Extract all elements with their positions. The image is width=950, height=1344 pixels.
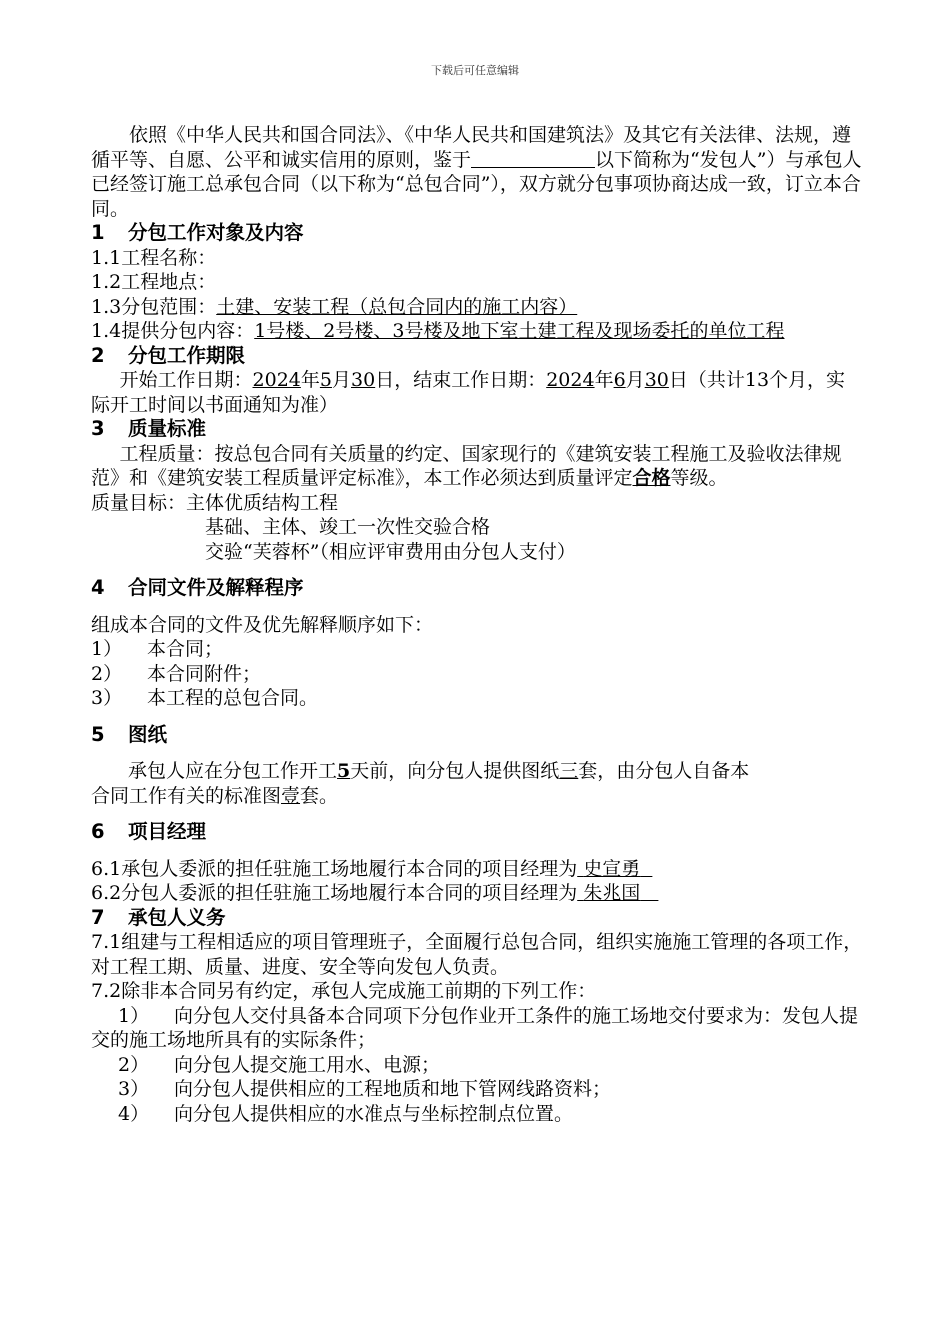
item-1-4: [91, 319, 863, 344]
goal-text: 主体优质结构工程: [186, 491, 339, 514]
quality-goal-1: [91, 491, 863, 516]
document-body: [91, 123, 863, 1126]
section-4-heading: [91, 576, 863, 601]
drawings-text: 套。: [300, 784, 339, 807]
item-value: 土建、安装工程（总包合同内的施工内容）: [216, 295, 578, 318]
start-year: 2024: [252, 369, 301, 391]
quality-paragraph: [91, 442, 863, 491]
intro-paragraph: [91, 123, 863, 221]
list-text: 向分包人提供相应的水准点与坐标控制点位置。: [174, 1102, 574, 1125]
item-label: 1.4提供分包内容：: [91, 320, 255, 342]
list-item: [91, 1053, 863, 1078]
section-3-heading: [91, 417, 863, 442]
work-period-paragraph: [91, 368, 863, 417]
section-title: 分包工作期限: [128, 343, 246, 367]
list-text: 向分包人提供相应的工程地质和地下管网线路资料；: [174, 1078, 612, 1100]
item-1-3: [91, 295, 863, 320]
section-title: 合同文件及解释程序: [128, 576, 304, 599]
list-number: 1）: [91, 638, 123, 660]
year-char: 年: [594, 369, 614, 391]
list-item: [91, 1102, 863, 1127]
section-number: 1: [91, 221, 105, 244]
item-label: 1.3分包范围：: [91, 295, 217, 318]
list-text: 本合同；: [147, 638, 224, 660]
section-number: 7: [91, 905, 105, 929]
item-1-1: 1.1工程名称：: [91, 246, 217, 269]
goal-label: 质量目标：: [91, 491, 187, 514]
quality-goal-2: 基础、主体、竣工一次性交验合格: [205, 516, 491, 538]
section-5-heading: [91, 723, 863, 748]
drawings-text: 承包人应在分包工作开工: [128, 760, 338, 782]
standard-drawings-sets: 壹: [281, 784, 301, 807]
drawings-sets: 三: [559, 760, 579, 782]
list-text: 向分包人提交施工用水、电源；: [174, 1053, 441, 1076]
list-item: [91, 686, 863, 711]
end-label: 日，结束工作日期：: [375, 369, 547, 391]
drawings-text: 合同工作有关的标准图: [91, 784, 282, 807]
section-title: 分包工作对象及内容: [128, 221, 304, 244]
intro-text-part2: 以下简称为“发包人”）与承包人已经签订施工总承包合同（以下称为“总包合同”），双方就分包事项协商达成一致，订立本合同。: [91, 148, 862, 220]
start-day: 30: [351, 369, 376, 391]
contract-docs-intro: 组成本合同的文件及优先解释顺序如下：: [91, 613, 434, 636]
end-day: 30: [644, 369, 669, 391]
contractor-manager-name: 史宣勇: [583, 857, 641, 880]
page-header: 下载后可任意编辑: [431, 64, 519, 77]
item-6-2: [91, 881, 863, 906]
list-item: [91, 637, 863, 662]
month-char: 月: [625, 369, 645, 391]
subcontractor-manager-name: 朱兆国: [583, 882, 641, 904]
item-6-1: [91, 857, 863, 882]
section-2-heading: [91, 344, 863, 369]
period-tail: 日（共计13个月，实际开工时间以书面通知为准）: [91, 369, 846, 416]
section-number: 2: [91, 343, 105, 367]
month-char: 月: [331, 369, 351, 391]
list-number: 4）: [118, 1102, 150, 1125]
item-1-2: 1.2工程地点：: [91, 271, 217, 293]
item-7-2: 7.2除非本合同另有约定，承包人完成施工前期的下列工作：: [91, 980, 597, 1002]
item-value: 1号楼、2号楼、3号楼及地下室土建工程及现场委托的单位工程: [254, 320, 785, 342]
quality-grade: 合格: [632, 467, 671, 489]
list-text: 本合同附件；: [147, 662, 262, 685]
drawings-paragraph: [91, 759, 863, 784]
section-7-heading: [91, 906, 863, 931]
section-title: 承包人义务: [128, 905, 226, 929]
start-month: 5: [319, 369, 332, 391]
intro-text-part1: 依照《中华人民共和国合同法》、《中华人民共和国建筑法》及其它有关法律、法规，遵循平等、自愿、公平和诚实信用的原则，鉴于: [91, 124, 852, 171]
list-number: 3）: [91, 687, 123, 709]
manager-label: 6.1承包人委派的担任驻施工场地履行本合同的项目经理为: [91, 857, 578, 880]
list-item: [91, 1077, 863, 1102]
section-title: 项目经理: [128, 820, 207, 843]
start-label: 开始工作日期：: [119, 369, 253, 391]
section-number: 3: [91, 417, 105, 440]
quality-text: 工程质量：按总包合同有关质量的约定、国家现行的《建筑安装工程施工及验收法律规范》和《建筑安装工程质量评定标准》，本工作必须达到质量评定: [91, 442, 842, 489]
quality-goal-3: 交验“芙蓉杯”（相应评审费用由分包人支付）: [205, 540, 576, 563]
item-7-1: 7.1组建与工程相适应的项目管理班子，全面履行总包合同，组织实施施工管理的各项工作，对工程工期、质量、进度、安全等向发包人负责。: [91, 931, 863, 978]
section-1-heading: [91, 221, 863, 246]
end-year: 2024: [546, 369, 595, 391]
manager-label: 6.2分包人委派的担任驻施工场地履行本合同的项目经理为: [91, 882, 578, 904]
drawings-text: 天前，向分包人提供图纸: [350, 760, 560, 782]
list-number: 3）: [118, 1078, 150, 1100]
list-number: 2）: [91, 662, 123, 685]
section-number: 4: [91, 576, 105, 599]
list-number: 2）: [118, 1053, 150, 1076]
quality-text-end: 等级。: [670, 467, 728, 489]
employer-name-blank: [471, 149, 595, 168]
list-item: [91, 662, 863, 687]
drawings-paragraph-cont: [91, 784, 863, 809]
section-number: 6: [91, 820, 105, 843]
list-item-text: 向分包人交付具备本合同项下分包作业开工条件的施工场地交付要求为：发包人提交的施工场地所具有的实际条件；: [91, 1004, 859, 1051]
section-title: 质量标准: [128, 417, 207, 440]
drawings-days: 5: [337, 760, 351, 782]
section-6-heading: [91, 820, 863, 845]
list-text: 本工程的总包合同。: [147, 687, 319, 709]
section-title: 图纸: [128, 722, 168, 746]
list-number: 1）: [118, 1004, 150, 1027]
end-month: 6: [613, 369, 626, 391]
section-number: 5: [91, 722, 105, 746]
drawings-text: 套，由分包人自备本: [578, 760, 750, 782]
year-char: 年: [300, 369, 320, 391]
